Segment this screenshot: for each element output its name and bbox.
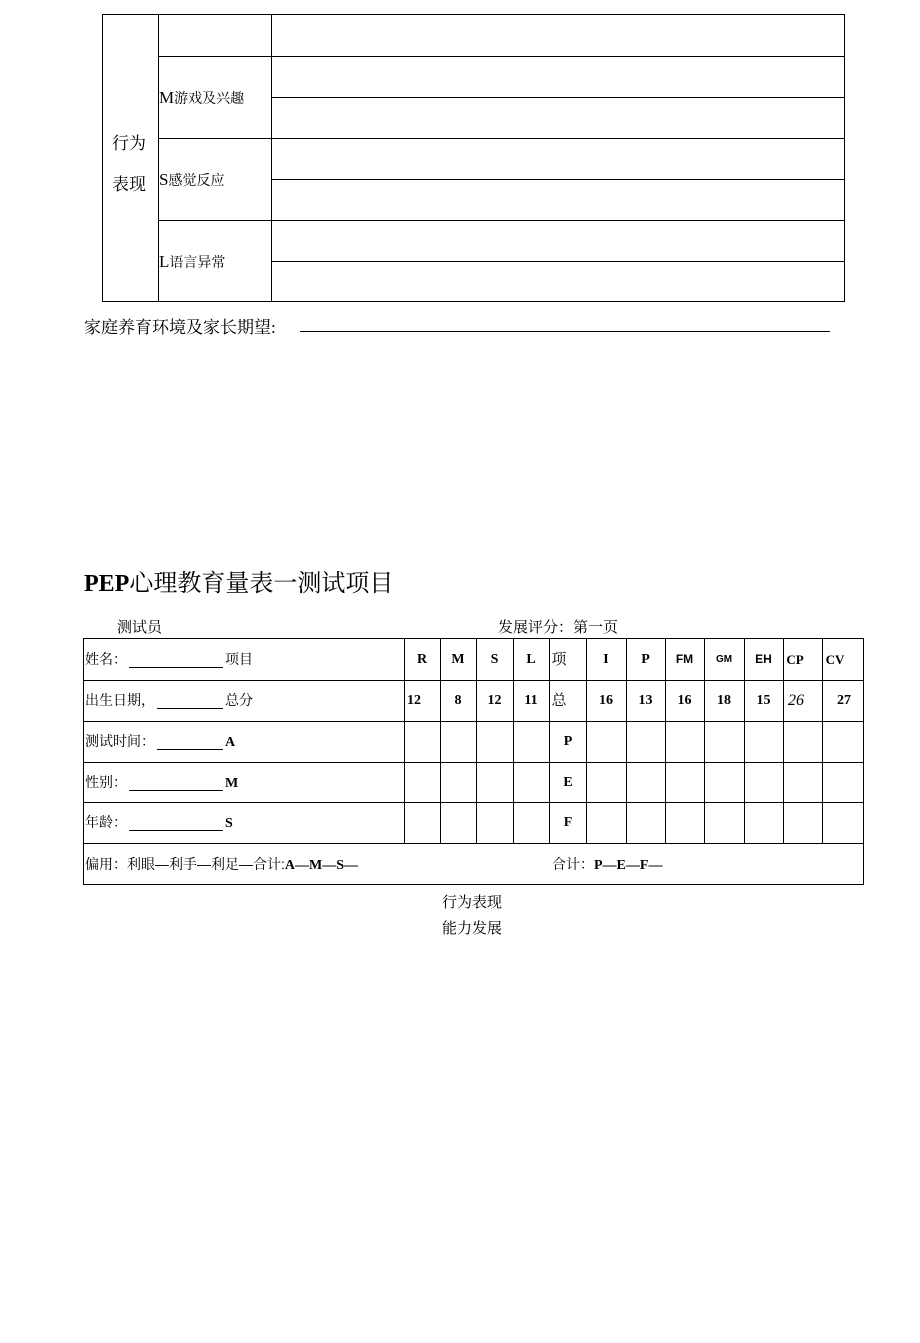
header-l: L — [526, 652, 536, 667]
name-label: 姓名： — [85, 651, 127, 667]
middle-total: 总 — [551, 692, 567, 709]
sex-label: 性别： — [85, 774, 127, 790]
middle-header: 项 — [551, 651, 567, 668]
total-gm: 18 — [717, 693, 731, 708]
family-expectation-field[interactable] — [300, 331, 830, 332]
category-label: 感觉反应 — [168, 174, 225, 189]
test-time-code: A — [225, 735, 236, 750]
birth-field[interactable] — [85, 680, 253, 721]
age-label: 年龄： — [85, 814, 127, 830]
divider — [271, 261, 844, 262]
birth-label: 出生日期， — [85, 692, 155, 708]
category-m — [159, 88, 244, 110]
middle-row-e: E — [563, 775, 573, 790]
blank-line — [157, 694, 223, 709]
middle-row-p: P — [563, 734, 573, 749]
category-label: 语言异常 — [169, 256, 226, 271]
footer-right — [552, 843, 662, 885]
footer-left — [85, 843, 358, 885]
test-time-field[interactable] — [85, 721, 235, 762]
total-cp: 26 — [788, 692, 804, 709]
total-r: 12 — [407, 693, 421, 708]
section-label-line2: 表现 — [112, 175, 146, 194]
sex-code: M — [225, 776, 239, 791]
page-title — [84, 563, 393, 598]
middle-row-f: F — [563, 815, 573, 830]
age-code: S — [225, 816, 233, 831]
divider — [158, 138, 844, 139]
header-r: R — [416, 652, 428, 667]
total-fm: 16 — [677, 693, 692, 708]
divider — [271, 97, 844, 98]
legend-behavior: 行为表现 — [442, 894, 503, 911]
name-field[interactable] — [85, 639, 253, 680]
tester-label: 测试员 — [117, 619, 163, 636]
behavior-table — [102, 14, 845, 302]
birth-code: 总分 — [225, 692, 253, 708]
total-i: 16 — [599, 693, 613, 708]
footer-left-codes: A—M—S— — [284, 858, 359, 873]
divider — [158, 220, 844, 221]
test-time-label: 测试时间： — [85, 733, 155, 749]
blank-line — [129, 816, 223, 831]
footer-right-codes: P—E—F— — [594, 858, 663, 873]
divider — [271, 15, 272, 301]
total-eh: 15 — [756, 693, 771, 708]
footer-right-label: 合计： — [552, 856, 594, 872]
total-l: 11 — [524, 693, 538, 708]
blank-line — [129, 776, 223, 791]
total-p: 13 — [638, 693, 653, 708]
category-s — [159, 170, 224, 192]
category-label: 游戏及兴趣 — [174, 92, 245, 107]
sex-field[interactable] — [85, 762, 238, 803]
category-code: M — [159, 88, 175, 107]
section-label-line1: 行为 — [112, 134, 146, 153]
blank-line — [129, 653, 223, 668]
header-gm: GM — [715, 654, 733, 665]
title-prefix: PEP — [84, 571, 130, 597]
dev-score-label: 发展评分：第一页 — [498, 619, 619, 636]
category-code: L — [159, 252, 170, 271]
divider — [271, 179, 844, 180]
header-eh: EH — [755, 652, 772, 666]
legend-ability: 能力发展 — [442, 920, 503, 937]
total-cv: 27 — [837, 693, 851, 708]
header-p: P — [641, 652, 650, 667]
header-m: M — [451, 652, 465, 667]
header-s: S — [490, 652, 499, 667]
blank-line — [157, 735, 223, 750]
family-expectation-label: 家庭养育环境及家长期望: — [84, 318, 276, 337]
header-cp: CP — [786, 652, 804, 667]
name-code: 项目 — [225, 651, 253, 667]
header-fm: FM — [675, 652, 694, 666]
category-l — [159, 252, 225, 274]
age-field[interactable] — [85, 802, 233, 843]
score-table — [83, 638, 864, 885]
header-cv: CV — [825, 652, 845, 667]
total-s: 12 — [487, 693, 502, 708]
divider — [158, 56, 844, 57]
footer-left-label: 偏用：利眼—利手—利足—合计: — [85, 856, 285, 872]
header-i: I — [603, 652, 609, 667]
title-rest: 心理教育量表一测试项目 — [129, 571, 394, 597]
category-code: S — [159, 170, 169, 189]
total-m: 8 — [454, 693, 462, 708]
